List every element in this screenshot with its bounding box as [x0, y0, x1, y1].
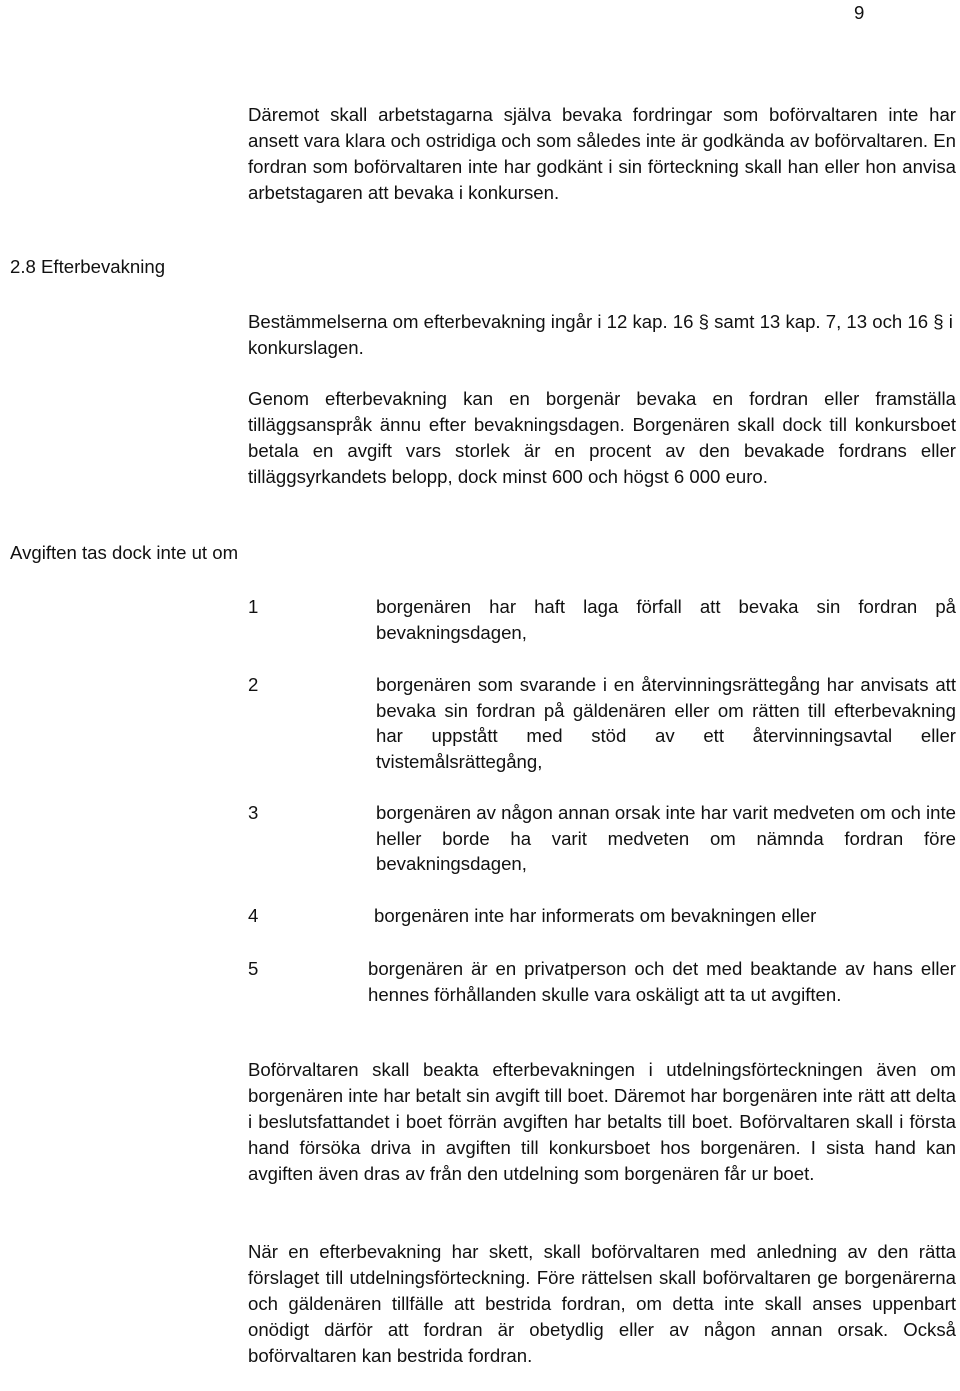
paragraph-provisions [248, 309, 956, 361]
paragraph-provisions-text: Bestämmelserna om efterbevakning ingår i 12 kap. 16 § samt 13 kap. 7, 13 och 16 § i konkurslagen. [248, 311, 953, 358]
list-item-text: borgenären som svarande i en återvinningsrättegång har anvisats att bevaka sin fordran på gäldenären eller om rätten till efterbevakning har uppstått med stöd av ett återvinningsavtal eller tvistemålsrättegång, [376, 674, 956, 772]
paragraph-trustee-text: Boförvaltaren skall beakta efterbevakningen i utdelningsförteckningen även om borgenären inte har betalt sin avgift till boet. Däremot har borgenären inte rätt att delta i beslutsfattandet i boet förrän avgiften har betalts till boet. Boförvaltaren skall i första hand försöka driva in avgiften till konkursboet hos borgenären. I sista hand kan avgiften även dras av från den utdelning som borgenären får ur boet. [248, 1059, 957, 1184]
list-item-number: 5 [248, 958, 259, 979]
paragraph-objection [248, 1239, 956, 1369]
side-note: Avgiften tas dock inte ut om [10, 542, 239, 563]
list-item-text: borgenären har haft laga förfall att bevaka sin fordran på bevakningsdagen, [376, 596, 956, 643]
list-item-number: 3 [248, 802, 259, 823]
list-item-text: borgenären av någon annan orsak inte har varit medveten om och inte heller borde ha varit medveten om nämnda fordran före bevakningsdagen, [376, 802, 956, 874]
paragraph-definition-text: Genom efterbevakning kan en borgenär bevaka en fordran eller framställa tilläggsanspråk ännu efter bevakningsdagen. Borgenären skall dock till konkursboet betala en avgift vars storlek är en procent av den bevakade fordrans eller tilläggsyrkandets belopp, dock minst 600 och högst 6 000 euro. [248, 388, 956, 487]
list-item-number: 4 [248, 905, 259, 926]
list-item-number: 1 [248, 596, 259, 617]
list-item-text: borgenären är en privatperson och det med beaktande av hans eller hennes förhållanden skulle vara oskäligt att ta ut avgiften. [368, 958, 956, 1005]
paragraph-trustee [248, 1057, 956, 1187]
list-item-text: borgenären inte har informerats om bevakningen eller [374, 905, 817, 926]
paragraph-intro-text: Däremot skall arbetstagarna själva bevaka fordringar som boförvaltaren inte har ansett vara klara och ostridiga och som således inte är godkända av boförvaltaren. En fordran som boförvaltaren inte har godkänt i sin förteckning skall han eller hon anvisa arbetstagaren att bevaka i konkursen. [248, 104, 957, 203]
paragraph-objection-text: När en efterbevakning har skett, skall boförvaltaren med anledning av den rätta förslaget till utdelningsförteckning. Före rättelsen skall boförvaltaren ge borgenärerna och gäldenären tillfälle att bestrida fordran, om detta inte skall anses uppenbart onödigt därför att fordran är obetydlig eller av någon annan orsak. Också boförvaltaren kan bestrida fordran. [248, 1241, 956, 1366]
section-heading: 2.8 Efterbevakning [10, 256, 166, 277]
paragraph-intro [248, 102, 956, 206]
list-item-number: 2 [248, 674, 259, 695]
paragraph-definition [248, 386, 956, 490]
page-number: 9 [854, 2, 865, 23]
